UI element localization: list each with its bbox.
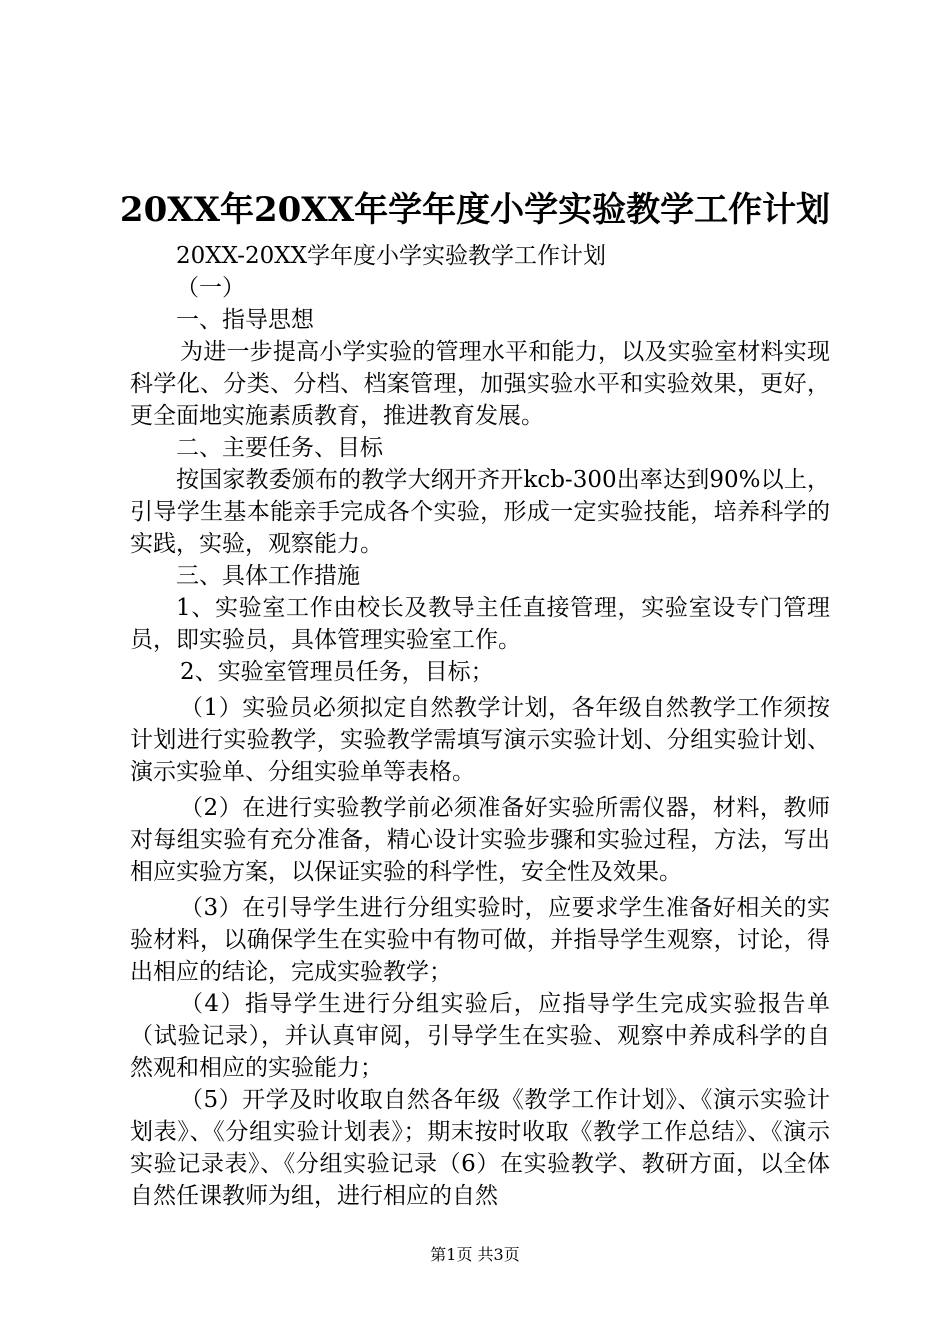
document-body: [130, 240, 830, 1212]
document-title: 20XX年20XX年学年度小学实验教学工作计划: [119, 190, 831, 230]
paragraph-guiding-ideology: 为进一步提高小学实验的管理水平和能力，以及实验室材料实现科学化、分类、分档、档案管理，加强实验水平和实验效果，更好，更全面地实施素质教育，推进教育发展。: [130, 339, 830, 429]
heading-guiding-ideology: 一、指导思想: [176, 307, 314, 333]
subtitle: 20XX-20XX学年度小学实验教学工作计划: [176, 243, 606, 269]
page-footer: 第1页 共3页: [430, 1245, 520, 1264]
paragraph-measure-1: 1、实验室工作由校长及教导主任直接管理，实验室设专门管理员，即实验员，具体管理实验室工作。: [130, 595, 830, 653]
paragraph-main-tasks: 按国家教委颁布的教学大纲开齐开kcb-300出率达到90%以上，引导学生基本能亲手完成各个实验，形成一定实验技能，培养科学的实践，实验，观察能力。: [130, 467, 830, 557]
paragraph-item-1: （1）实验员必须拟定自然教学计划，各年级自然教学工作须按计划进行实验教学，实验教学需填写演示实验计划、分组实验计划、演示实验单、分组实验单等表格。: [130, 695, 830, 785]
paragraph-item-5: （5）开学及时收取自然各年级《教学工作计划》、《演示实验计划表》、《分组实验计划表》；期末按时收取《教学工作总结》、《演示实验记录表》、《分组实验记录（6）在实验教学、教研方面，以全体自然任课教师为组，进行相应的自然: [130, 1087, 830, 1209]
heading-measures: 三、具体工作措施: [176, 563, 360, 589]
paragraph-item-4: （4）指导学生进行分组实验后，应指导学生完成实验报告单（试验记录），并认真审阅，引导学生在实验、观察中养成科学的自然观和相应的实验能力；: [130, 991, 830, 1081]
paragraph-item-2: （2）在进行实验教学前必须准备好实验所需仪器，材料，教师对每组实验有充分准备，精心设计实验步骤和实验过程，方法，写出相应实验方案，以保证实验的科学性，安全性及效果。: [130, 795, 830, 885]
paragraph-measure-2: 2、实验室管理员任务，目标；: [180, 659, 494, 685]
paragraph-item-3: （3）在引导学生进行分组实验时，应要求学生准备好相关的实验材料，以确保学生在实验中有物可做，并指导学生观察，讨论，得出相应的结论，完成实验教学；: [130, 895, 830, 985]
heading-main-tasks: 二、主要任务、目标: [176, 435, 383, 461]
section-marker: （一）: [176, 275, 245, 301]
